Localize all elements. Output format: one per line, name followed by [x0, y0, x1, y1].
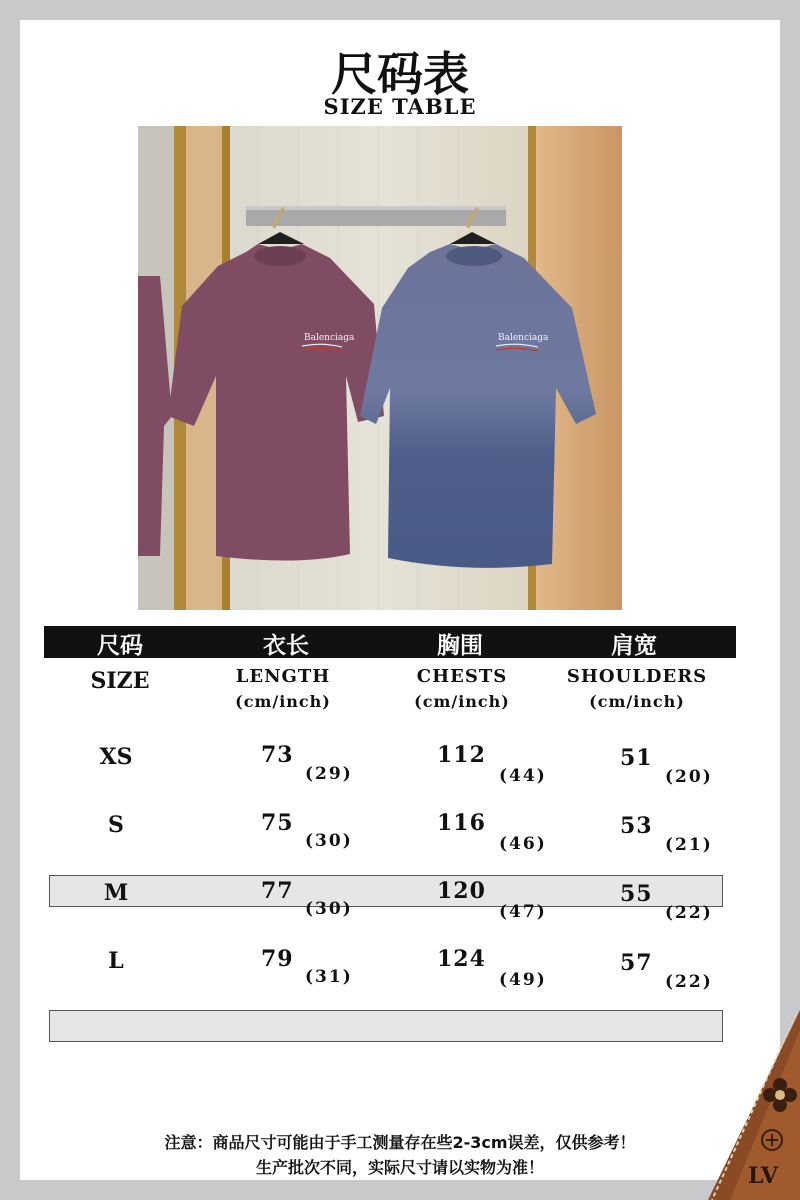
chest-inch: (47) [499, 902, 547, 922]
shoulder-cm: 51 [620, 745, 653, 771]
chest-inch: (44) [499, 766, 547, 786]
shoulder-inch: (22) [665, 903, 713, 923]
length-inch: (30) [305, 831, 353, 851]
empty-row-band [49, 1010, 723, 1042]
shoulder-inch: (20) [665, 767, 713, 787]
brand-logo-right: Balenciaga [498, 333, 549, 343]
header-size-en: SIZE [90, 668, 150, 694]
chest-cm: 124 [437, 946, 486, 972]
brand-logo-left: Balenciaga [304, 333, 355, 343]
header-size-cn: 尺码 [97, 633, 143, 659]
length-cm: 73 [261, 742, 294, 768]
table-header-bar [44, 626, 736, 658]
size-cell: L [108, 948, 124, 974]
chest-cm: 116 [437, 810, 486, 836]
page-title-cn: 尺码表 [331, 47, 469, 101]
length-inch: (30) [305, 899, 353, 919]
shoulder-inch: (22) [665, 972, 713, 992]
unit-chest: (cm/inch) [414, 692, 510, 711]
shoulder-cm: 55 [620, 881, 653, 907]
tshirts-illustration [138, 126, 622, 610]
length-inch: (31) [305, 967, 353, 987]
chest-inch: (49) [499, 970, 547, 990]
header-chest-cn: 胸围 [437, 633, 483, 659]
chest-cm: 120 [437, 878, 486, 904]
header-length-cn: 衣长 [263, 633, 309, 659]
unit-length: (cm/inch) [235, 692, 331, 711]
size-cell: XS [99, 744, 133, 770]
disclaimer-line-1: 注意：商品尺寸可能由于手工测量存在些2-3cm误差，仅供参考！ [164, 1133, 636, 1152]
shoulder-cm: 57 [620, 950, 653, 976]
size-cell: S [108, 812, 124, 838]
header-length-en: LENGTH [235, 666, 331, 687]
shoulder-inch: (21) [665, 835, 713, 855]
chest-inch: (46) [499, 834, 547, 854]
length-cm: 75 [261, 810, 294, 836]
size-cell: M [103, 880, 129, 906]
chest-cm: 112 [437, 742, 486, 768]
length-inch: (29) [305, 764, 353, 784]
length-cm: 77 [261, 878, 294, 904]
length-cm: 79 [261, 946, 294, 972]
leather-corner-decoration [700, 1000, 800, 1200]
product-photo [138, 126, 622, 610]
monogram-strap-graphic [700, 1000, 800, 1200]
shoulder-cm: 53 [620, 813, 653, 839]
header-shoulder-en: SHOULDERS [566, 666, 708, 687]
unit-shoulder: (cm/inch) [589, 692, 685, 711]
page-title-en: SIZE TABLE [323, 94, 477, 119]
header-chest-en: CHESTS [416, 666, 508, 687]
monogram-text: LV [748, 1163, 778, 1189]
header-shoulder-cn: 肩宽 [611, 633, 657, 659]
disclaimer-line-2: 生产批次不同，实际尺寸请以实物为准！ [255, 1158, 544, 1177]
